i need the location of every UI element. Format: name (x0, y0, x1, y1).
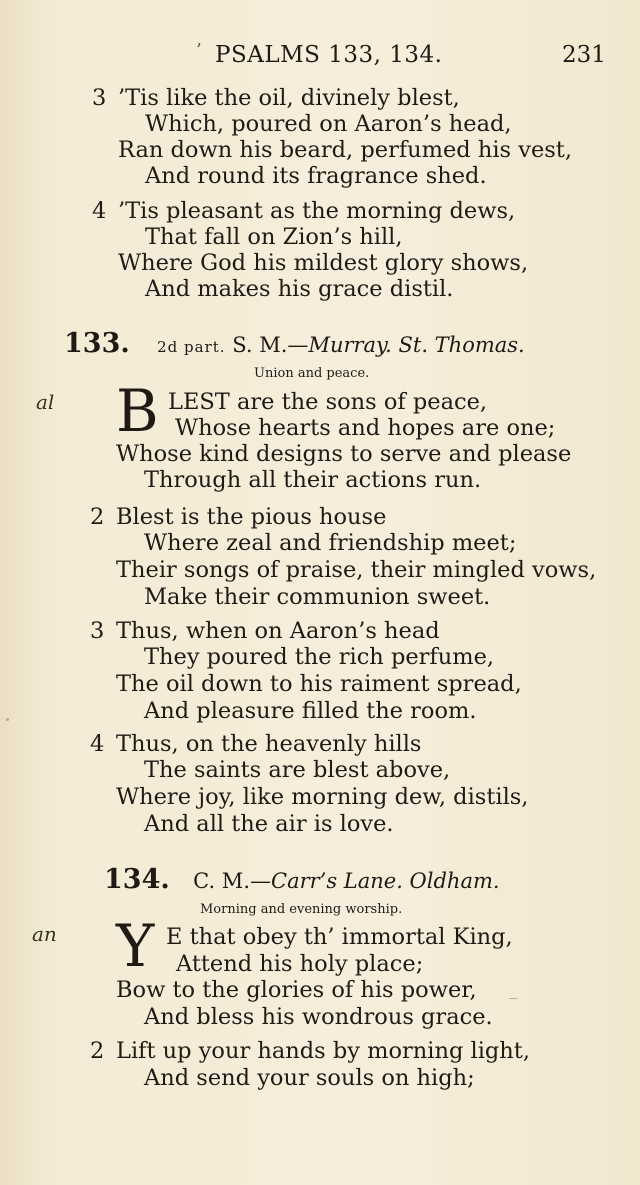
verse-line: Which, poured on Aaron’s head, (145, 111, 512, 137)
drop-cap: B (116, 377, 159, 445)
verse-line: And round its fragrance shed. (145, 163, 487, 189)
verse-line: Make their communion sweet. (144, 584, 491, 610)
stanza-number: 3 (92, 85, 107, 111)
verse-line: Lift up your hands by morning light, (116, 1038, 530, 1064)
verse-line: E that obey th’ immortal King, (166, 924, 513, 950)
stanza-number: 3 (90, 618, 105, 644)
verse-line: Where God his mildest glory shows, (118, 250, 529, 276)
paper-speck (6, 718, 9, 721)
hymn-number: 133. (64, 328, 130, 359)
verse-line: Where joy, like morning dew, distils, (116, 784, 529, 810)
stanza-number: 2 (90, 504, 105, 530)
verse-line: And bless his wondrous grace. (144, 1004, 493, 1030)
verse-line: That fall on Zion’s hill, (145, 224, 403, 250)
verse-line: And pleasure filled the room. (144, 698, 477, 724)
meter-label: S. M.— (232, 333, 309, 357)
paper-speck (508, 998, 518, 999)
verse-line: The oil down to his raiment spread, (116, 671, 522, 697)
hymn-subtitle: Morning and evening worship. (200, 902, 403, 917)
verse-line: And send your souls on high; (144, 1065, 475, 1091)
verse-line: Ran down his beard, perfumed his vest, (118, 137, 572, 163)
hymn-subtitle: Union and peace. (254, 366, 370, 381)
verse-line: Bow to the glories of his power, (116, 977, 477, 1003)
verse-line: Whose hearts and hopes are one; (175, 415, 556, 441)
meter-label: C. M.— (193, 869, 271, 893)
verse-line: Thus, when on Aaron’s head (116, 618, 440, 644)
verse-line: Attend his holy place; (176, 951, 424, 977)
verse-line: Thus, on the heavenly hills (116, 731, 422, 757)
verse-line: ’Tis like the oil, divinely blest, (118, 85, 460, 111)
tune-names: Carr’s Lane. Oldham. (271, 869, 500, 893)
tune-names: Murray. St. Thomas. (308, 333, 525, 357)
verse-line: They poured the rich perfume, (144, 644, 495, 670)
hymn-number: 134. (104, 864, 170, 895)
verse-line: And all the air is love. (144, 811, 394, 837)
stanza-number: 2 (90, 1038, 105, 1064)
header-mark: ’ (196, 40, 202, 61)
part-label: 2d part. (157, 338, 226, 356)
verse-line: Blest is the pious house (116, 504, 387, 530)
verse-line: LEST are the sons of peace, (168, 389, 488, 415)
stanza-number: 4 (90, 731, 105, 757)
verse-line: Whose kind designs to serve and please (116, 441, 572, 467)
hymn-heading (104, 864, 500, 895)
margin-annotation: an (32, 922, 57, 946)
hymn-heading (64, 328, 525, 359)
verse-line: Their songs of praise, their mingled vows, (116, 557, 597, 583)
drop-cap: Y (116, 912, 155, 980)
verse-line: Through all their actions run. (144, 467, 482, 493)
verse-line: And makes his grace distil. (145, 276, 454, 302)
page-number: 231 (562, 42, 606, 68)
running-header-title: PSALMS 133, 134. (215, 42, 443, 68)
stanza-number: 4 (92, 198, 107, 224)
verse-line: The saints are blest above, (144, 757, 451, 783)
verse-line: ’Tis pleasant as the morning dews, (118, 198, 516, 224)
margin-annotation: al (36, 390, 55, 414)
verse-line: Where zeal and friendship meet; (144, 530, 517, 556)
